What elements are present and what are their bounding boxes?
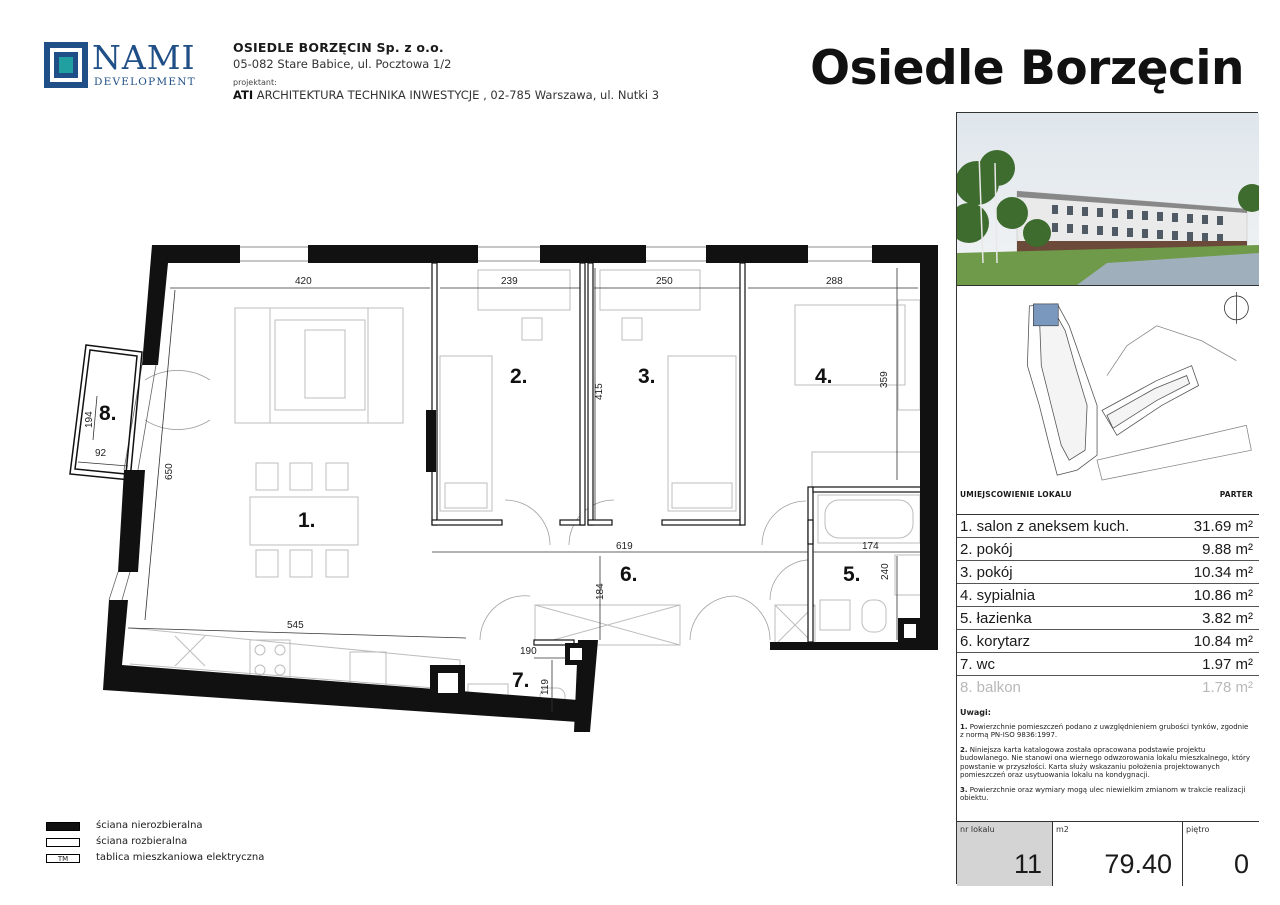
note-text: Niniejsza karta katalogowa została opracowana podstawie projektu budowlanego. Nie stanowi ona wiernego odwzorowania lokalu mieszkalnego, który powstanie w przyszłości. Karta służy wskazaniu położenia projektowanych pomieszczeń oraz usytuowania lokalu na kondygnacji. xyxy=(960,745,1250,779)
location-label: UMIEJSCOWIENIE LOKALU xyxy=(960,490,1072,499)
room-number-5: 5. xyxy=(843,563,861,586)
room-area: 9.88 m² xyxy=(1202,541,1253,558)
partition-walls xyxy=(432,263,925,645)
dim-label: 119 xyxy=(540,679,551,695)
company-address: 05-082 Stare Babice, ul. Pocztowa 1/2 xyxy=(233,57,452,71)
room-name: 3. pokój xyxy=(960,564,1013,581)
note-item xyxy=(960,786,1254,803)
room-number-1: 1. xyxy=(298,509,316,532)
dim-label: 619 xyxy=(616,541,633,552)
rooms-table xyxy=(957,514,1259,699)
dim-label: 240 xyxy=(880,563,891,580)
header xyxy=(0,0,1280,112)
legend-label: tablica mieszkaniowa elektryczna xyxy=(96,852,265,863)
company-logo xyxy=(44,38,196,94)
room-number-2: 2. xyxy=(510,365,528,388)
unit-summary xyxy=(957,821,1259,885)
room-row xyxy=(957,561,1259,584)
note-number: 3. xyxy=(960,785,968,794)
logo-name: NAMI xyxy=(92,38,196,77)
info-panel xyxy=(956,112,1258,884)
note-number: 2. xyxy=(960,745,968,754)
compass-icon xyxy=(1224,292,1248,324)
designer-abbr: ATI xyxy=(233,88,254,102)
dim-label: 359 xyxy=(879,371,890,388)
floor-plan xyxy=(0,112,950,762)
designer-label: projektant: xyxy=(233,78,277,87)
room-name: 1. salon z aneksem kuch. xyxy=(960,518,1130,535)
note-item xyxy=(960,723,1254,740)
unit-location-marker xyxy=(1033,304,1058,326)
unit-area-value: 79.40 xyxy=(1104,849,1172,879)
door-swings xyxy=(145,370,812,640)
room-name: 6. korytarz xyxy=(960,633,1031,650)
legend-label: ściana rozbieralna xyxy=(96,836,188,847)
room-row xyxy=(957,630,1259,653)
unit-number-label: nr lokalu xyxy=(960,825,995,834)
room-name: 8. balkon xyxy=(960,679,1021,696)
legend-label: ściana nierozbieralna xyxy=(96,820,203,831)
logo-subtitle: DEVELOPMENT xyxy=(94,76,196,88)
note-number: 1. xyxy=(960,722,968,731)
note-item xyxy=(960,746,1254,780)
unit-floor-label: piętro xyxy=(1186,825,1210,834)
room-number-3: 3. xyxy=(638,365,656,388)
room-area: 10.34 m² xyxy=(1193,564,1253,581)
unit-floor-cell xyxy=(1183,822,1259,886)
dim-label: 190 xyxy=(520,646,537,657)
dim-label: 92 xyxy=(95,448,107,459)
room-number-6: 6. xyxy=(620,563,638,586)
room-name: 5. łazienka xyxy=(960,610,1032,627)
room-row xyxy=(957,584,1259,607)
windows xyxy=(109,247,872,600)
dim-label: 174 xyxy=(862,541,879,552)
dim-label: 415 xyxy=(594,383,605,400)
room-area: 1.78 m² xyxy=(1202,679,1253,696)
dim-label: 250 xyxy=(656,276,673,287)
room-row xyxy=(957,676,1259,699)
room-row xyxy=(957,515,1259,538)
project-title: Osiedle Borzęcin xyxy=(810,41,1244,96)
dim-label: 184 xyxy=(595,583,606,600)
electric-panel-swatch: TM xyxy=(46,854,80,863)
bearing-wall-swatch xyxy=(46,822,80,831)
building-render-image xyxy=(957,113,1259,285)
logo-mark-icon xyxy=(44,42,88,88)
dim-label: 650 xyxy=(164,463,175,480)
room-row xyxy=(957,653,1259,676)
dim-label: 288 xyxy=(826,276,843,287)
site-plan-map xyxy=(957,285,1259,495)
unit-area-label: m2 xyxy=(1056,825,1069,834)
unit-area-cell xyxy=(1053,822,1183,886)
room-area: 1.97 m² xyxy=(1202,656,1253,673)
unit-number-cell xyxy=(957,822,1053,886)
room-area: 3.82 m² xyxy=(1202,610,1253,627)
note-text: Powierzchnie pomieszczeń podano z uwzględnieniem grubości tynków, zgodnie z normą PN-ISO 9836:1997. xyxy=(960,722,1249,739)
room-number-7: 7. xyxy=(512,669,530,692)
unit-number-value: 11 xyxy=(1013,849,1042,879)
room-row xyxy=(957,538,1259,561)
notes-title: Uwagi: xyxy=(960,708,991,717)
room-name: 2. pokój xyxy=(960,541,1013,558)
room-name: 4. sypialnia xyxy=(960,587,1036,604)
dim-label: 239 xyxy=(501,276,518,287)
location-header xyxy=(957,488,1259,502)
room-number-8: 8. xyxy=(99,402,117,425)
note-text: Powierzchnie oraz wymiary mogą ulec niewielkim zmianom w trakcie realizacji obiektu. xyxy=(960,785,1246,802)
room-area: 10.84 m² xyxy=(1193,633,1253,650)
dim-label: 420 xyxy=(295,276,312,287)
designer-details: ARCHITEKTURA TECHNIKA INWESTYCJE , 02-785 Warszawa, ul. Nutki 3 xyxy=(253,88,660,102)
company-name: OSIEDLE BORZĘCIN Sp. z o.o. xyxy=(233,40,444,55)
unit-floor-value: 0 xyxy=(1233,849,1249,879)
room-numbers xyxy=(99,365,861,692)
room-number-4: 4. xyxy=(815,365,833,388)
room-area: 10.86 m² xyxy=(1193,587,1253,604)
furniture-layer xyxy=(130,270,923,706)
floor-name: PARTER xyxy=(1219,490,1253,499)
notes xyxy=(960,709,1254,809)
room-area: 31.69 m² xyxy=(1193,518,1253,535)
partition-wall-swatch xyxy=(46,838,80,847)
dim-label: 545 xyxy=(287,620,304,631)
room-row xyxy=(957,607,1259,630)
designer-info xyxy=(233,88,659,102)
room-name: 7. wc xyxy=(960,656,996,673)
dim-label: 194 xyxy=(84,411,95,428)
